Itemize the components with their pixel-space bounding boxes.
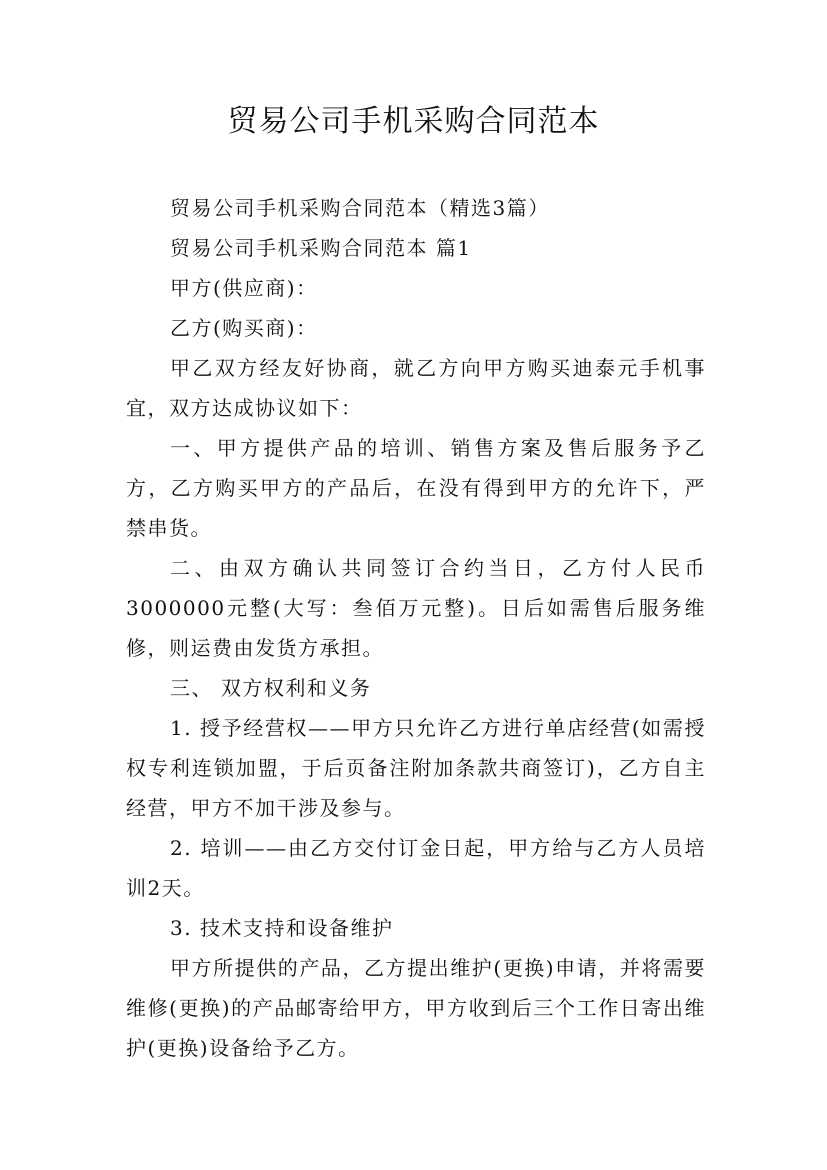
document-body	[126, 188, 706, 1068]
paragraph-item-2: 2. 培训——由乙方交付订金日起，甲方给与乙方人员培训2天。	[126, 836, 706, 900]
paragraph-party-b: 乙方(购买商)：	[170, 316, 318, 340]
paragraph-clause-1: 一、甲方提供产品的培训、销售方案及售后服务予乙方，乙方购买甲方的产品后，在没有得到甲方的允许下，严禁串货。	[126, 436, 706, 540]
paragraph-item-3: 3. 技术支持和设备维护	[170, 916, 394, 940]
paragraph-clause-2: 二、由双方确认共同签订合约当日，乙方付人民币3000000元整(大写：叁佰万元整)。日后如需售后服务维修，则运费由发货方承担。	[126, 556, 706, 660]
document-title: 贸易公司手机采购合同范本	[227, 104, 600, 139]
paragraph-preamble: 甲乙双方经友好协商，就乙方向甲方购买迪泰元手机事宜，双方达成协议如下：	[126, 356, 706, 420]
paragraph-party-a: 甲方(供应商)：	[170, 276, 318, 300]
paragraph-item-1: 1. 授予经营权——甲方只允许乙方进行单店经营(如需授权专利连锁加盟，于后页备注附加条款共商签订)，乙方自主经营，甲方不加干涉及参与。	[126, 716, 706, 820]
paragraph-clause-3-heading: 三、 双方权利和义务	[170, 676, 372, 700]
paragraph-section-heading: 贸易公司手机采购合同范本 篇1	[170, 236, 472, 260]
paragraph-item-3-detail: 甲方所提供的产品，乙方提出维护(更换)申请，并将需要维修(更换)的产品邮寄给甲方，甲方收到后三个工作日寄出维护(更换)设备给予乙方。	[126, 956, 706, 1060]
paragraph-subtitle: 贸易公司手机采购合同范本（精选3篇）	[170, 196, 550, 220]
